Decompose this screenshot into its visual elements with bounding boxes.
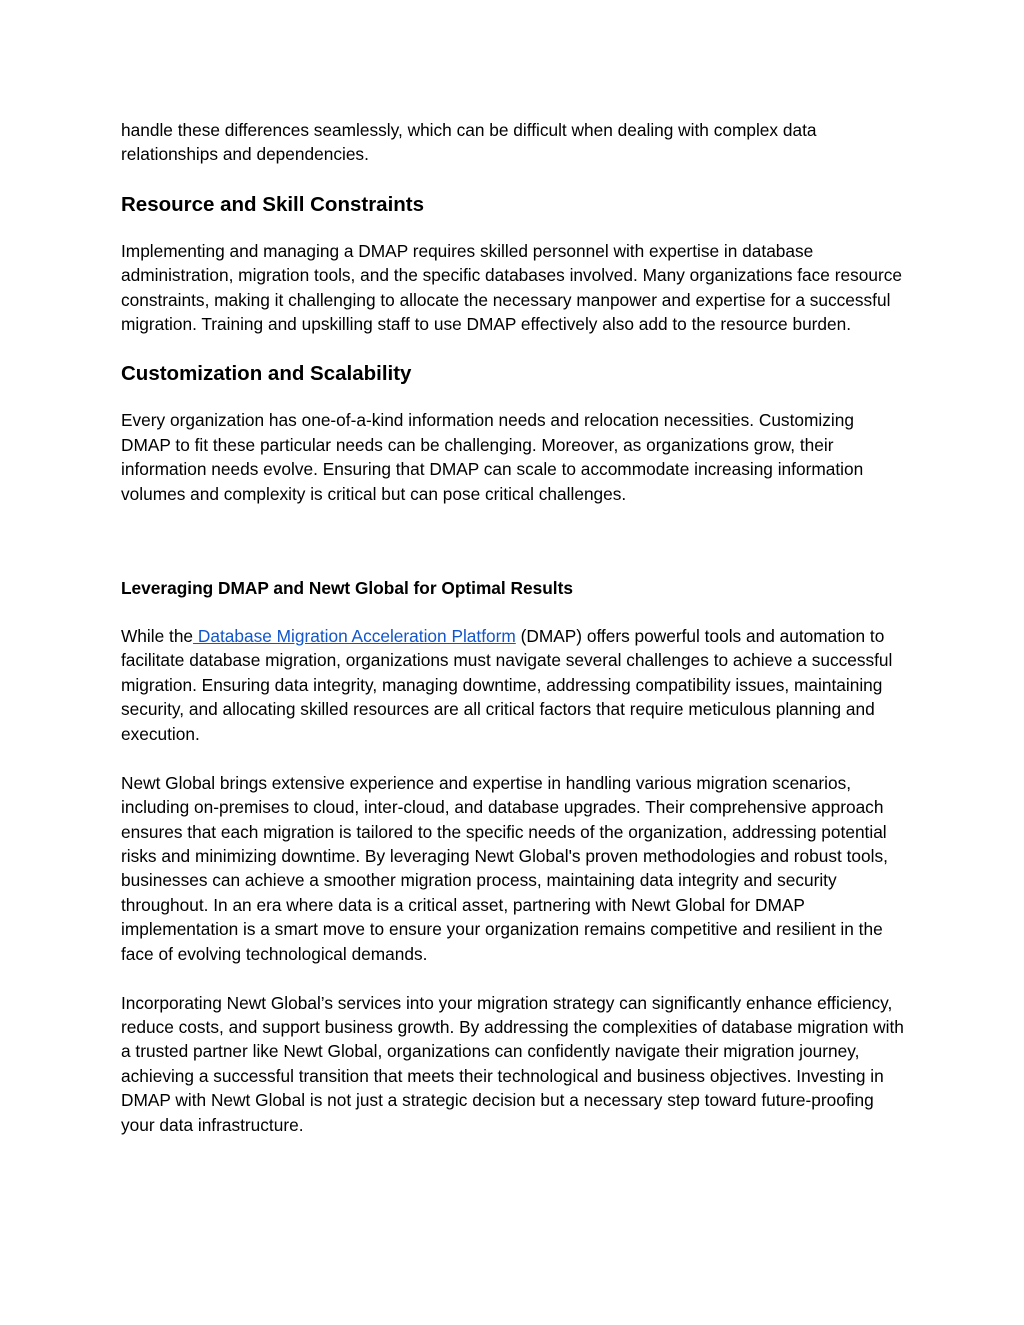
leverage-text-before-link: While the [121, 626, 194, 647]
document-body [121, 118, 905, 1137]
dmap-platform-link[interactable]: Database Migration Acceleration Platform [193, 626, 516, 647]
leverage-paragraph-incorporating: Incorporating Newt Global’s services into your migration strategy can significantly enhance efficiency, reduce costs, and support business growth. By addressing the complexities of database migration with a trusted partner like Newt Global, organizations can confidently navigate their migration journey, achieving a successful transition that meets their technological and business objectives. Investing in DMAP with Newt Global is not just a strategic decision but a necessary step toward future-proofing your data infrastructure. [121, 992, 904, 1135]
section-heading-customization: Customization and Scalability [121, 362, 412, 386]
leverage-paragraph-intro [121, 624, 905, 746]
intro-paragraph: handle these differences seamlessly, which can be difficult when dealing with complex data relationships and dependencies. [121, 120, 817, 165]
section-body-resource-constraints: Implementing and managing a DMAP requires skilled personnel with expertise in database administration, migration tools, and the specific databases involved. Many organizations face resource constraints, making it challenging to allocate the necessary manpower and expertise for a successful migration. Training and upskilling staff to use DMAP effectively also add to the resource burden. [121, 240, 902, 335]
section-heading-resource-constraints: Resource and Skill Constraints [121, 192, 425, 216]
leverage-paragraph-newt-global: Newt Global brings extensive experience and expertise in handling various migration scenarios, including on-premises to cloud, inter-cloud, and database upgrades. Their comprehensive approach ensures that each migration is tailored to the specific needs of the organization, addressing potential risks and minimizing downtime. By leveraging Newt Global's proven methodologies and robust tools, businesses can achieve a smoother migration process, maintaining data integrity and security throughout. In an era where data is a critical asset, partnering with Newt Global for DMAP implementation is a smart move to ensure your organization remains competitive and resilient in the face of evolving technological demands. [121, 772, 888, 964]
leverage-heading: Leveraging DMAP and Newt Global for Optimal Results [121, 578, 573, 599]
leverage-text-after-link: (DMAP) offers powerful tools and automation to facilitate database migration, organizations must navigate several challenges to achieve a successful migration. Ensuring data integrity, managing downtime, addressing compatibility issues, maintaining security, and allocating skilled resources are all critical factors that require meticulous planning and execution. [121, 626, 893, 744]
section-body-customization: Every organization has one-of-a-kind information needs and relocation necessities. Customizing DMAP to fit these particular needs can be challenging. Moreover, as organizations grow, their information needs evolve. Ensuring that DMAP can scale to accommodate increasing information volumes and complexity is critical but can pose critical challenges. [121, 410, 864, 504]
